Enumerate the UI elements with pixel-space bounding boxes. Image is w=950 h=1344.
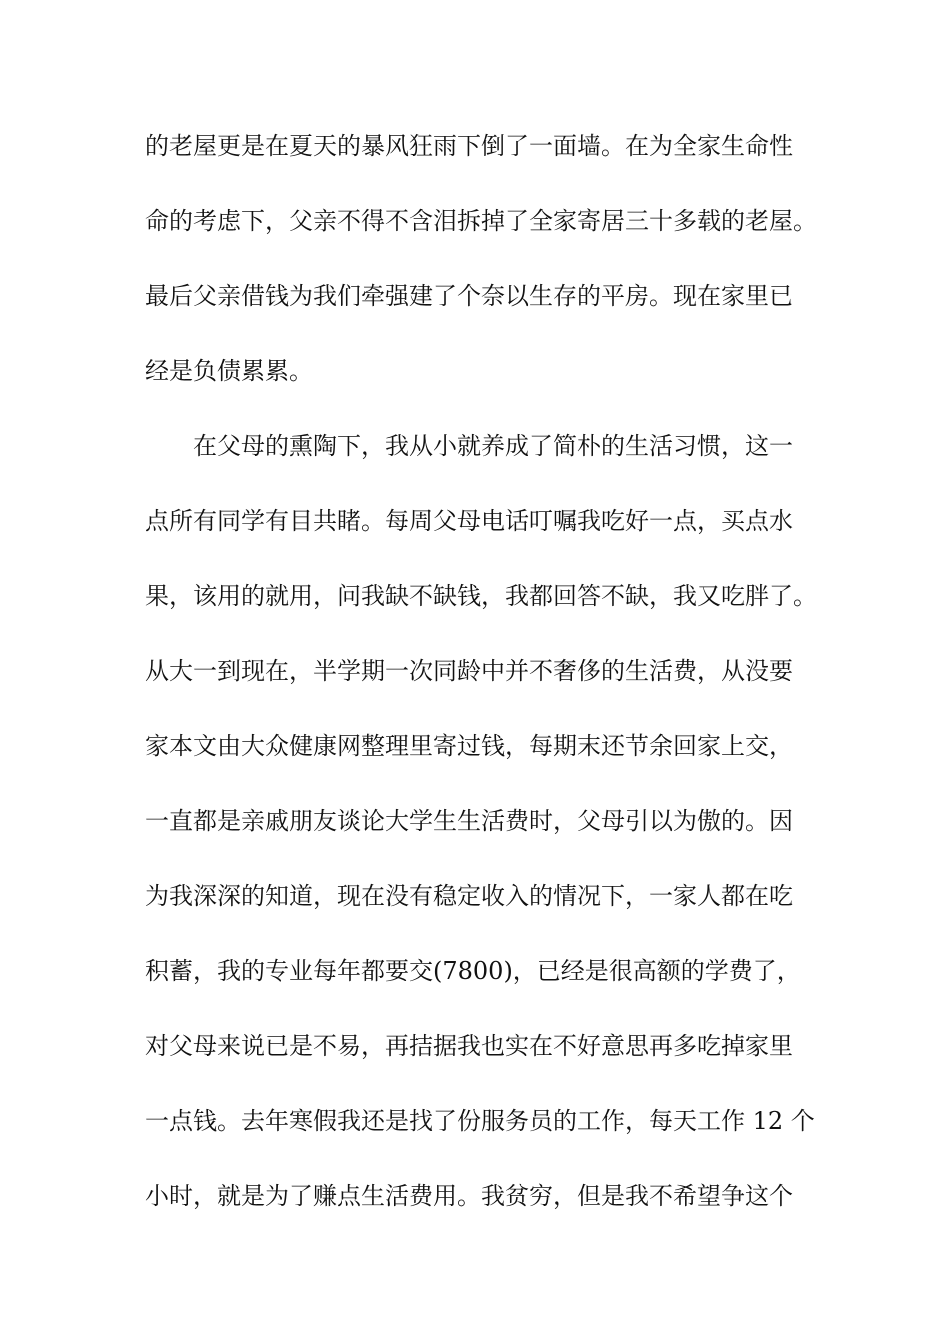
text-line: 家本文由大众健康网整理里寄过钱，每期末还节余回家上交，	[145, 732, 793, 760]
text-line: 为我深深的知道，现在没有稳定收入的情况下，一家人都在吃	[145, 882, 793, 910]
text-line: 最后父亲借钱为我们牵强建了个奈以生存的平房。现在家里已	[145, 282, 793, 310]
text-line: 一直都是亲戚朋友谈论大学生生活费时，父母引以为傲的。因	[145, 807, 793, 835]
paragraph-start-line: 在父母的熏陶下，我从小就养成了简朴的生活习惯，这一	[193, 432, 793, 460]
text-line: 对父母来说已是不易，再拮据我也实在不好意思再多吃掉家里	[145, 1032, 793, 1060]
text-line: 经是负债累累。	[145, 357, 313, 385]
text-line: 小时，就是为了赚点生活费用。我贫穷，但是我不希望争这个	[145, 1182, 793, 1210]
document-body	[145, 129, 825, 1254]
text-line: 一点钱。去年寒假我还是找了份服务员的工作，每天工作 12 个	[145, 1107, 815, 1135]
text-line: 点所有同学有目共睹。每周父母电话叮嘱我吃好一点，买点水	[145, 507, 793, 535]
text-line: 从大一到现在，半学期一次同龄中并不奢侈的生活费，从没要	[145, 657, 793, 685]
text-line: 果，该用的就用，问我缺不缺钱，我都回答不缺，我又吃胖了。	[145, 582, 817, 610]
text-line: 的老屋更是在夏天的暴风狂雨下倒了一面墙。在为全家生命性	[145, 132, 793, 160]
text-line: 命的考虑下，父亲不得不含泪拆掉了全家寄居三十多载的老屋。	[145, 207, 817, 235]
text-line: 积蓄，我的专业每年都要交(7800)，已经是很高额的学费了，	[145, 957, 801, 985]
